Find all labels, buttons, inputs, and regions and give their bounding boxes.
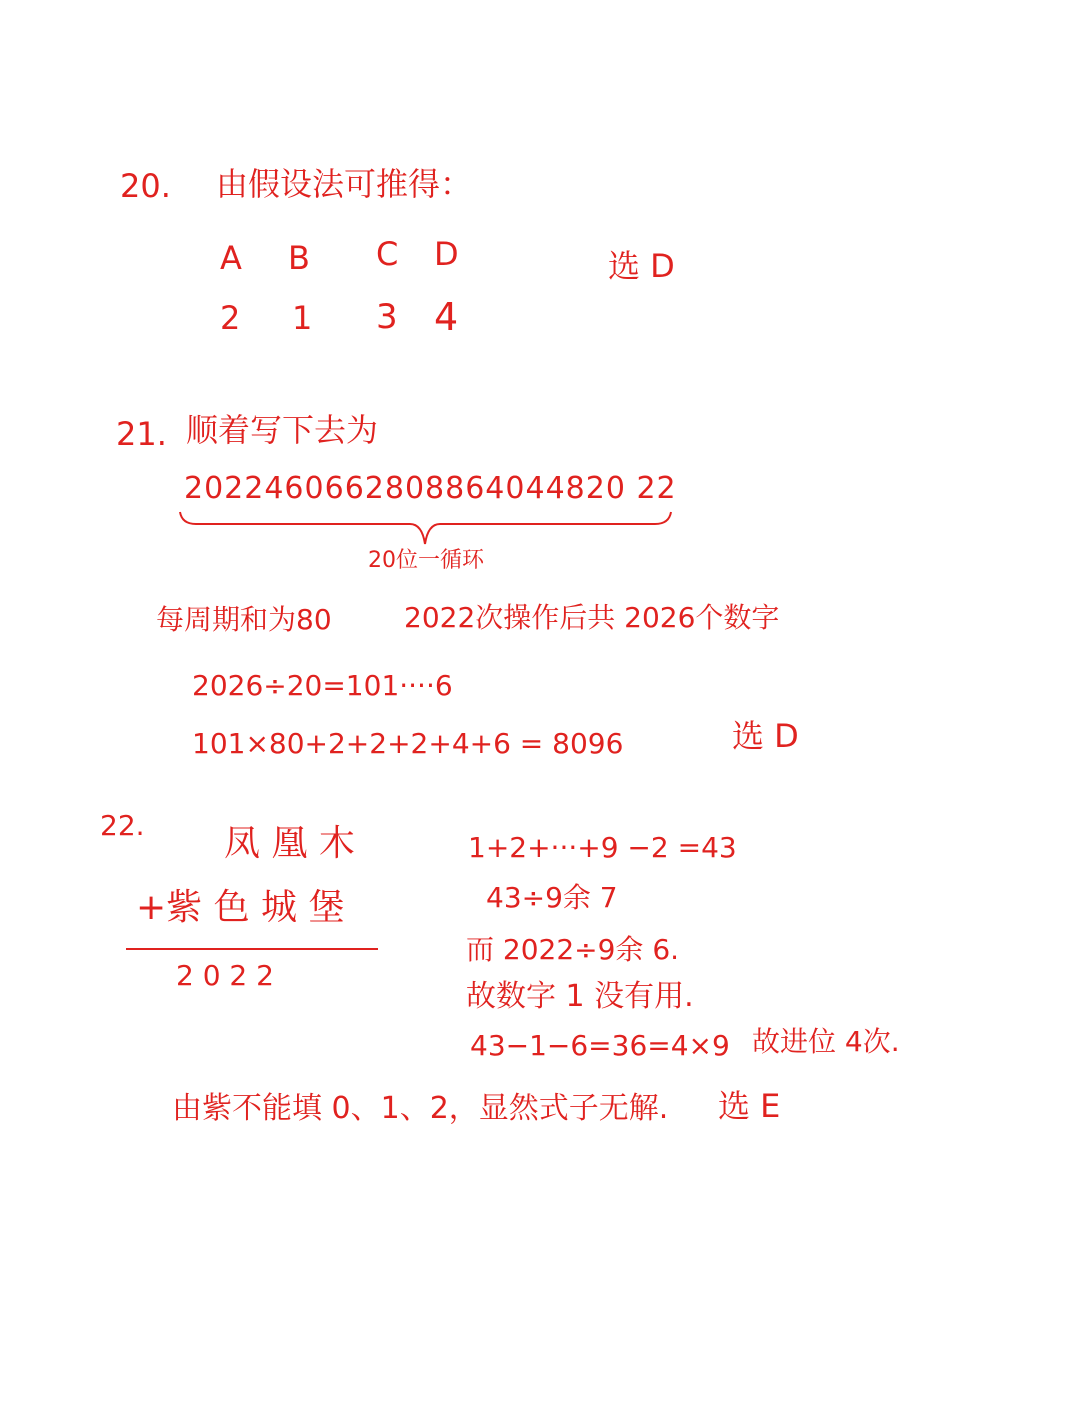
q20-header-a: A	[220, 239, 242, 277]
q22-reason-3: 而 2022÷9余 6.	[466, 933, 680, 966]
q21-sequence: 2022460662808864044820 22	[184, 471, 677, 506]
q21-brace-label: 20位一循环	[368, 548, 484, 573]
q22-answer: 选 E	[718, 1087, 781, 1125]
q22-conclusion: 由紫不能填 0、1、2，显然式子无解.	[172, 1091, 669, 1126]
q22-number: 22.	[100, 809, 145, 842]
q20-number: 20.	[120, 167, 171, 205]
q22-reason-5b: 故进位 4次.	[752, 1025, 900, 1058]
q20-header-b: B	[288, 239, 310, 277]
q21-number: 21.	[116, 415, 167, 453]
q20-header-c: C	[376, 235, 399, 273]
q22-reason-2: 43÷9余 7	[486, 881, 618, 914]
q20-value-a: 2	[220, 299, 241, 337]
q21-answer: 选 D	[732, 717, 799, 755]
q22-addend-1: 凤 凰 木	[224, 823, 355, 864]
q20-header-d: D	[434, 235, 459, 273]
q22-reason-4: 故数字 1 没有用.	[466, 979, 694, 1014]
q20-value-c: 3	[376, 297, 398, 337]
q22-reason-1: 1+2+···+9 −2 =43	[468, 831, 737, 864]
q22-addend-2: +紫 色 城 堡	[136, 887, 345, 928]
q21-line1-a: 每周期和为80	[156, 603, 332, 636]
q22-sum: 2 0 2 2	[176, 959, 274, 992]
q20-answer: 选 D	[608, 247, 675, 285]
q21-line2: 2026÷20=101····6	[192, 669, 453, 702]
q21-brace	[178, 510, 673, 550]
q20-value-d: 4	[434, 295, 459, 339]
q22-reason-5: 43−1−6=36=4×9	[470, 1029, 730, 1062]
q22-sum-line	[126, 948, 378, 950]
q20-intro: 由假设法可推得：	[216, 165, 473, 203]
q20-value-b: 1	[292, 299, 313, 337]
q21-intro: 顺着写下去为	[186, 411, 379, 449]
q21-line1-b: 2022次操作后共 2026个数字	[404, 601, 780, 634]
q21-line3: 101×80+2+2+2+4+6 = 8096	[192, 727, 624, 760]
